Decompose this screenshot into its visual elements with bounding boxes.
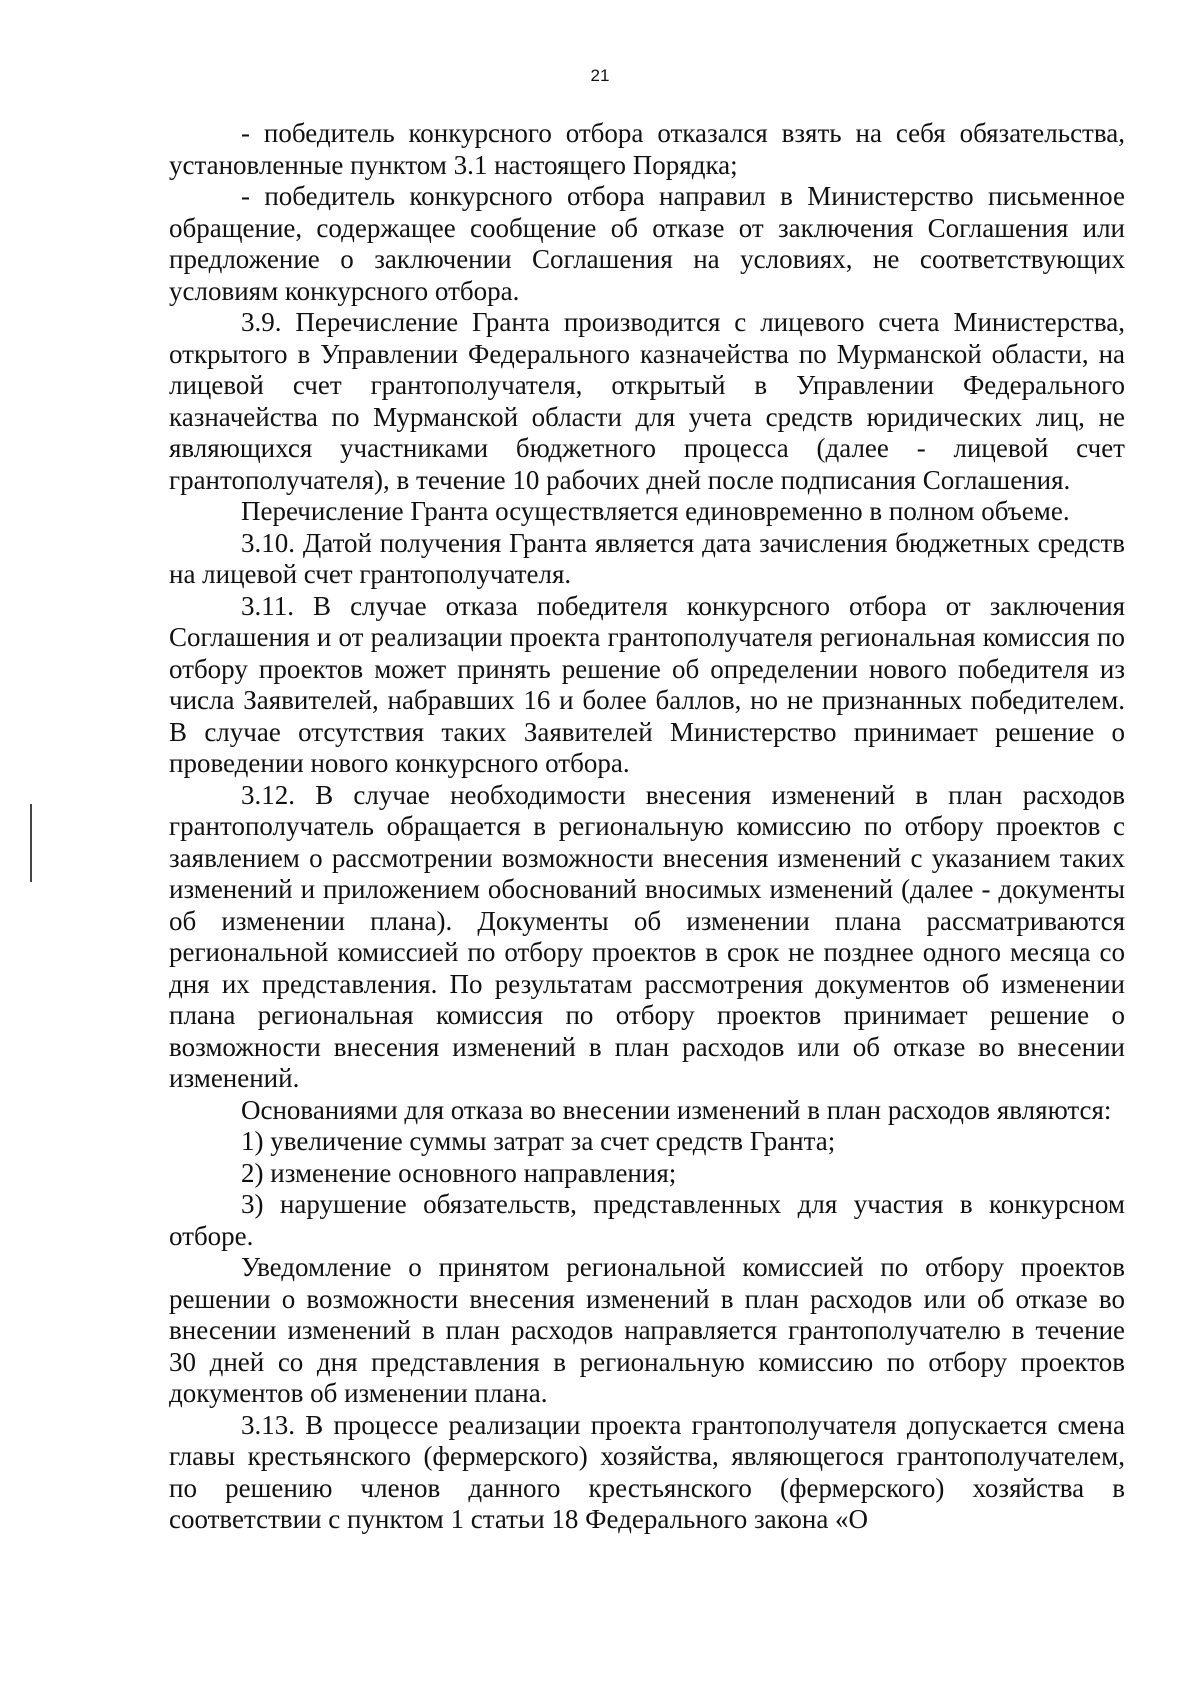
paragraph: Уведомление о принятом региональной комиссией по отбору проектов решении о возможности внесения изменений в план расходов или об отказе во внесении изменений в план расходов направляется грантополучателю в течение 30 дней со дня представления в региональную комиссию по отбору проектов документов об изменении плана. bbox=[169, 1252, 1125, 1408]
paragraph: 3.12. В случае необходимости внесения изменений в план расходов грантополучатель обращается в региональную комиссию по отбору проектов с заявлением о рассмотрении возможности внесения изменений с указанием таких изменений и приложением обоснований вносимых изменений (далее - документы об изменении плана). Документы об изменении плана рассматриваются региональной комиссией по отбору проектов в срок не позднее одного месяца со дня их представления. По результатам рассмотрения документов об изменении плана региональная комиссия по отбору проектов принимает решение о возможности внесения изменений в план расходов или об отказе во внесении изменений. bbox=[169, 779, 1125, 1093]
document-body bbox=[169, 118, 1125, 1536]
paragraph: 3.13. В процессе реализации проекта грантополучателя допускается смена главы крестьянского (фермерского) хозяйства, являющегося грантополучателем, по решению членов данного крестьянского (фермерского) хозяйства в соответствии с пунктом 1 статьи 18 Федерального закона «О bbox=[169, 1409, 1125, 1534]
paragraph: - победитель конкурсного отбора направил в Министерство письменное обращение, содержащее сообщение об отказе от заключения Соглашения или предложение о заключении Соглашения на условиях, не соответствующих условиям конкурсного отбора. bbox=[169, 181, 1125, 306]
page-number: 21 bbox=[590, 66, 610, 85]
paragraph: Перечисление Гранта осуществляется единовременно в полном объеме. bbox=[241, 496, 1070, 526]
paragraph: 3.11. В случае отказа победителя конкурсного отбора от заключения Соглашения и от реализации проекта грантополучателя региональная комиссия по отбору проектов может принять решение об определении нового победителя из числа Заявителей, набравших 16 и более баллов, но не признанных победителем. В случае отсутствия таких Заявителей Министерство принимает решение о проведении нового конкурсного отбора. bbox=[169, 590, 1125, 778]
margin-mark bbox=[30, 804, 32, 882]
list-item: 2) изменение основного направления; bbox=[241, 1157, 677, 1188]
list-item: 1) увеличение суммы затрат за счет средств Гранта; bbox=[241, 1126, 836, 1156]
list-item: 3) нарушение обязательств, представленных для участия в конкурсном отборе. bbox=[169, 1189, 1125, 1251]
paragraph: Основаниями для отказа во внесении изменений в план расходов являются: bbox=[241, 1094, 1112, 1125]
paragraph: 3.9. Перечисление Гранта производится с лицевого счета Министерства, открытого в Управлении Федерального казначейства по Мурманской области, на лицевой счет грантополучателя, открытый в Управлении Федерального казначейства по Мурманской области для учета средств юридических лиц, не являющихся участниками бюджетного процесса (далее - лицевой счет грантополучателя), в течение 10 рабочих дней после подписания Соглашения. bbox=[169, 307, 1125, 495]
paragraph: - победитель конкурсного отбора отказался взять на себя обязательства, установленные пунктом 3.1 настоящего Порядка; bbox=[169, 118, 1125, 180]
paragraph: 3.10. Датой получения Гранта является дата зачисления бюджетных средств на лицевой счет грантополучателя. bbox=[169, 527, 1125, 589]
